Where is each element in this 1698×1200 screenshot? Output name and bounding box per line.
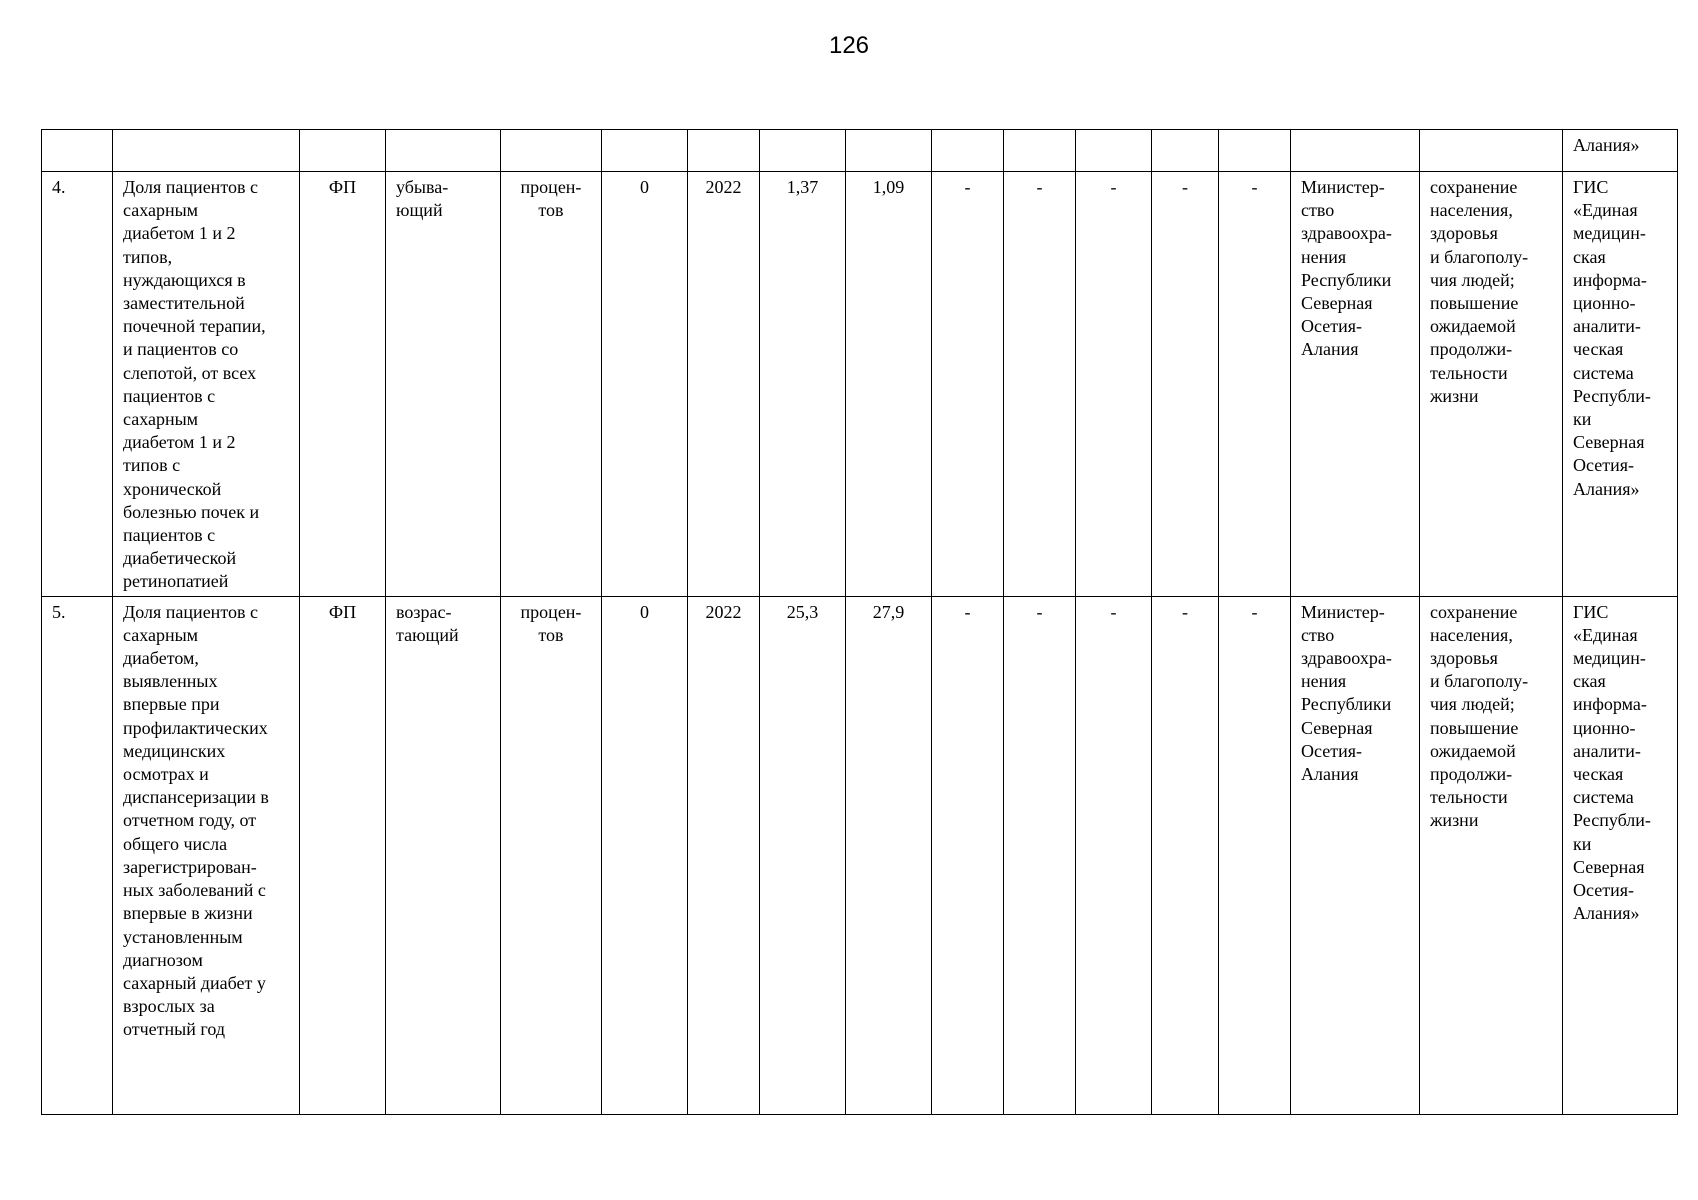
cell-level: ФП <box>300 172 386 597</box>
cell-base-year: 2022 <box>688 172 760 597</box>
table-row-continuation <box>42 130 1678 172</box>
cell-value-7: - <box>1219 596 1291 1114</box>
cell-empty <box>386 130 501 172</box>
cell-empty <box>1420 130 1563 172</box>
cell-responsible: Министер- ство здравоохра- нения Республики Северная Осетия- Алания <box>1291 172 1420 597</box>
cell-base-year: 2022 <box>688 596 760 1114</box>
cell-empty <box>300 130 386 172</box>
cell-value-2: 27,9 <box>846 596 932 1114</box>
cell-number: 5. <box>42 596 113 1114</box>
cell-trend: убыва- ющий <box>386 172 501 597</box>
cell-indicator-name: Доля пациентов с сахарным диабетом 1 и 2 типов, нуждающихся в заместительной почечной терапии, и пациентов со слепотой, от всех пациентов с сахарным диабетом 1 и 2 типов с хронической болезнью почек и пациентов с диабетической ретинопатией <box>113 172 300 597</box>
cell-empty <box>602 130 688 172</box>
cell-goal: сохранение населения, здоровья и благополу- чия людей; повышение ожидаемой продолжи- тельности жизни <box>1420 172 1563 597</box>
cell-empty <box>688 130 760 172</box>
cell-value-3: - <box>932 596 1004 1114</box>
cell-empty <box>846 130 932 172</box>
cell-information-system: ГИС «Единая медицин- ская информа- ционно- аналити- ческая система Республи- ки Северная Осетия- Алания» <box>1563 596 1678 1114</box>
cell-value-7: - <box>1219 172 1291 597</box>
cell-level: ФП <box>300 596 386 1114</box>
cell-value-1: 1,37 <box>760 172 846 597</box>
cell-trend: возрас- тающий <box>386 596 501 1114</box>
cell-empty <box>932 130 1004 172</box>
cell-unit: процен- тов <box>501 596 602 1114</box>
cell-value-4: - <box>1004 172 1076 597</box>
cell-empty <box>1004 130 1076 172</box>
cell-value-4: - <box>1004 596 1076 1114</box>
cell-information-system: ГИС «Единая медицин- ская информа- ционно- аналити- ческая система Республи- ки Северная Осетия- Алания» <box>1563 172 1678 597</box>
cell-value-2: 1,09 <box>846 172 932 597</box>
cell-indicator-name: Доля пациентов с сахарным диабетом, выявленных впервые при профилактических медицинских осмотрах и диспансеризации в отчетном году, от общего числа зарегистрирован- ных заболеваний с впервые в жизни установленным диагнозом сахарный диабет у взрослых за отчетный год <box>113 596 300 1114</box>
cell-value-5: - <box>1076 172 1152 597</box>
cell-empty <box>113 130 300 172</box>
cell-responsible: Министер- ство здравоохра- нения Республики Северная Осетия- Алания <box>1291 596 1420 1114</box>
table-row <box>42 596 1678 1114</box>
cell-base-value: 0 <box>602 596 688 1114</box>
cell-value-1: 25,3 <box>760 596 846 1114</box>
cell-empty <box>1219 130 1291 172</box>
cell-empty <box>760 130 846 172</box>
cell-value-3: - <box>932 172 1004 597</box>
cell-base-value: 0 <box>602 172 688 597</box>
cell-empty <box>1152 130 1219 172</box>
indicators-table <box>41 129 1678 1115</box>
cell-number: 4. <box>42 172 113 597</box>
cell-value-6: - <box>1152 596 1219 1114</box>
cell-unit: процен- тов <box>501 172 602 597</box>
table-row <box>42 172 1678 597</box>
cell-value-5: - <box>1076 596 1152 1114</box>
cell-system-continuation: Алания» <box>1563 130 1678 172</box>
page-number: 126 <box>828 32 870 59</box>
cell-empty <box>501 130 602 172</box>
cell-empty <box>1291 130 1420 172</box>
cell-empty <box>42 130 113 172</box>
cell-empty <box>1076 130 1152 172</box>
cell-goal: сохранение населения, здоровья и благополу- чия людей; повышение ожидаемой продолжи- тельности жизни <box>1420 596 1563 1114</box>
cell-value-6: - <box>1152 172 1219 597</box>
